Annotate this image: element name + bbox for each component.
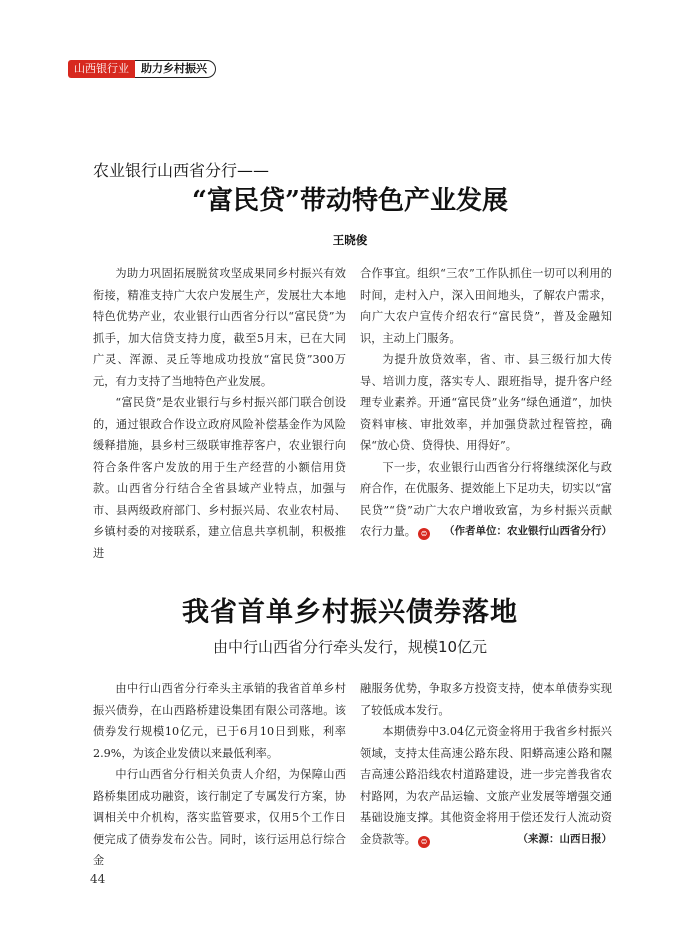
- article1-credit: （作者单位：农业银行山西省分行）: [444, 525, 612, 537]
- paragraph: 由中行山西省分行牵头主承销的我省首单乡村振兴债券，在山西路桥建设集团有限公司落地。该债券发行规模10亿元，已于6月10日到账，利率2.9%，为该企业发债以来最低利率。: [93, 682, 346, 760]
- article2-subtitle: 由中行山西省分行牵头发行，规模10亿元: [212, 638, 488, 656]
- paragraph: 合作事宜。组织“三农”工作队抓住一切可以利用的时间，走村入户，深入田间地头，了解农户需求，向广大农户宣传介绍农行“富民贷”，普及金融知识，主动上门服务。: [360, 267, 612, 345]
- column-label: 助力乡村振兴: [135, 60, 216, 78]
- article1-right-column: [360, 263, 612, 543]
- article2-credit: （来源：山西日报）: [517, 832, 612, 845]
- paragraph: “富民贷”是农业银行与乡村振兴部门联合创设的，通过银政合作设立政府风险补偿基金作为风险缓释措施，县乡村三级联审推荐客户，农业银行向符合条件客户发放的用于生产经营的小额信用贷款。山西省分行结合全省县域产业特点，加强与市、县两级政府部门、乡村振兴局、农业农村局、乡镇村委的对接联系，建立信息共享机制，积极推进: [93, 396, 346, 560]
- article2-title: 我省首单乡村振兴债券落地: [182, 597, 518, 628]
- article1-title: “富民贷”带动特色产业发展: [192, 186, 508, 216]
- paragraph: [360, 457, 612, 543]
- article1-author: 王晓俊: [332, 233, 368, 247]
- article1-left-column: [93, 263, 346, 564]
- paragraph: [360, 721, 612, 850]
- article2-right-column: [360, 678, 612, 850]
- paragraph: 为提升放贷效率，省、市、县三级行加大传导、培训力度，落实专人、跟班指导，提升客户经理专业素养。开通“富民贷”业务“绿色通道”，加快资料审核、审批效率，并加强贷款过程管控，确保“放心贷、贷得快、用得好”。: [360, 353, 612, 452]
- section-label: 山西银行业: [68, 60, 135, 78]
- section-header: [68, 59, 216, 79]
- paragraph-text: 下一步，农业银行山西省分行将继续深化与政府合作，在优服务、提效能上下足功夫，切实以“富民贷”“贷”动广大农户增收致富，为乡村振兴贡献农行力量。: [360, 460, 612, 538]
- paragraph: 为助力巩固拓展脱贫攻坚成果同乡村振兴有效衔接，精准支持广大农户发展生产，发展壮大本地特色优势产业，农业银行山西省分行以“富民贷”为抓手，加大信贷支持力度，截至5月末，已在大同广灵、浑源、灵丘等地成功投放“富民贷”300万元，有力支持了当地特色产业发展。: [93, 267, 346, 388]
- article2-left-column: [93, 678, 346, 872]
- page-number: 44: [90, 872, 106, 886]
- end-mark-icon: ⊜: [418, 836, 430, 848]
- paragraph: 融服务优势，争取多方投资支持，使本单债券实现了较低成本发行。: [360, 682, 612, 717]
- end-mark-icon: ⊜: [418, 528, 430, 540]
- paragraph: 中行山西省分行相关负责人介绍，为保障山西路桥集团成功融资，该行制定了专属发行方案，协调相关中介机构，落实监管要求，仅用5个工作日便完成了债券发布公告。同时，该行运用总行综合金: [93, 768, 346, 867]
- paragraph-text: 本期债券中3.04亿元资金将用于我省乡村振兴领域，支持太佳高速公路东段、阳蟒高速公路和隰吉高速公路沿线农村道路建设，进一步完善我省农村路网，为农产品运输、文旅产业发展等增强交通基础设施支撑。其他资金将用于偿还发行人流动资金贷款等。: [360, 725, 612, 846]
- article1-pretitle: 农业银行山西省分行——: [93, 161, 270, 180]
